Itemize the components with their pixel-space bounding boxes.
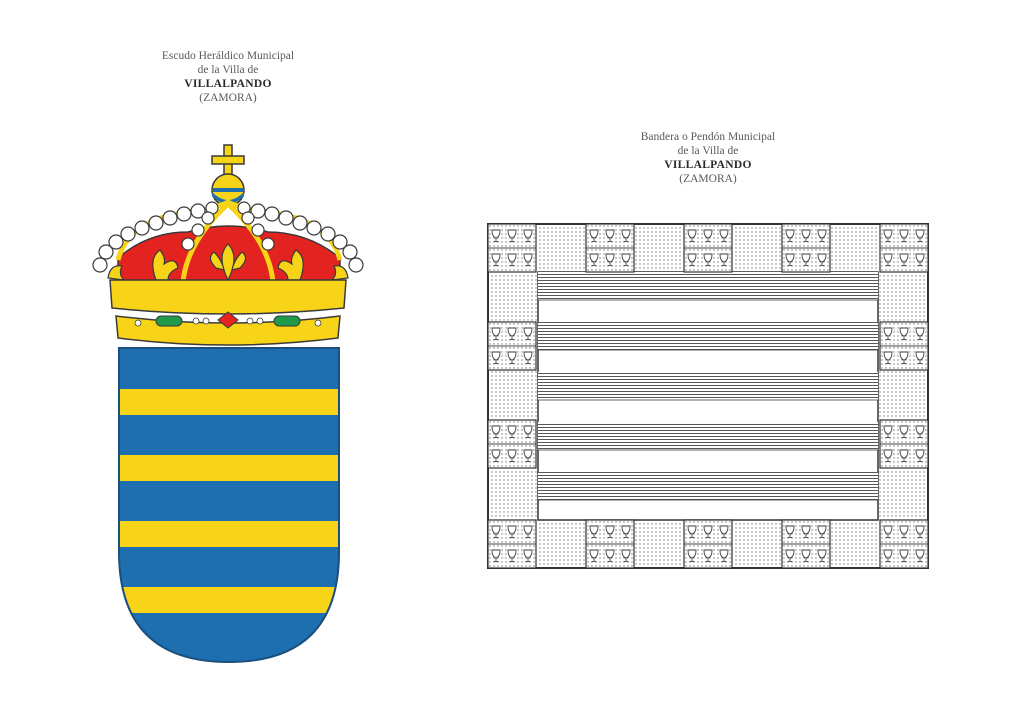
municipal-flag: [486, 222, 930, 570]
caption-province: (ZAMORA): [199, 92, 257, 104]
caption-line-1: Escudo Heráldico Municipal: [161, 50, 295, 62]
caption-line-2: de la Villa de: [677, 145, 739, 157]
caption-line-1: Bandera o Pendón Municipal: [640, 131, 776, 143]
crown-gems: [135, 312, 321, 328]
coat-of-arms: [88, 140, 370, 665]
caption-town-name: VILLALPANDO: [664, 159, 752, 171]
shield: [119, 348, 339, 664]
flag-center-stripes: [538, 272, 878, 520]
royal-crown-icon: [93, 145, 363, 345]
caption-line-2: de la Villa de: [197, 64, 259, 76]
coat-of-arms-caption: [128, 49, 328, 105]
caption-town-name: VILLALPANDO: [184, 78, 272, 90]
flag-caption: [608, 130, 808, 186]
caption-province: (ZAMORA): [679, 173, 737, 185]
